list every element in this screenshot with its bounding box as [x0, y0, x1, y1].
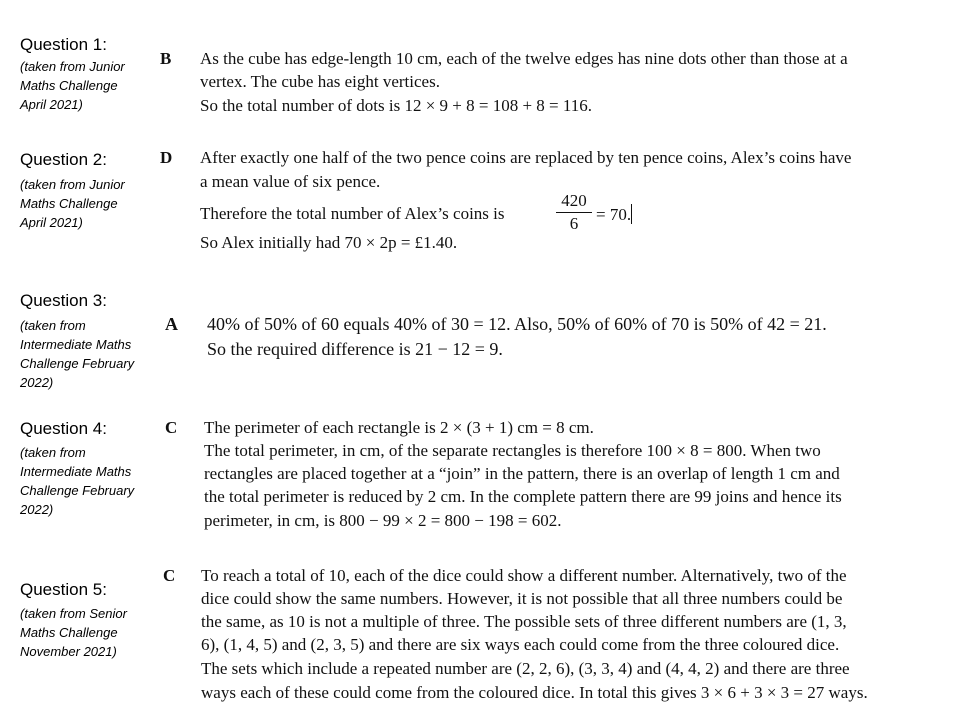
question-3-answer: A: [165, 314, 178, 334]
question-3-title: Question 3:: [20, 291, 107, 310]
question-5-source: (taken from Senior Maths Challenge November 2021): [20, 606, 127, 659]
fraction-denominator: 6: [569, 214, 579, 233]
question-3-line: 40% of 50% of 60 equals 40% of 30 = 12. Also, 50% of 60% of 70 is 50% of 42 = 21.: [207, 314, 827, 334]
fraction-result-text: = 70.: [596, 205, 632, 224]
question-4-source: (taken from Intermediate Maths Challenge February 2022): [20, 445, 135, 517]
text-cursor: [631, 204, 632, 224]
question-5-line: the same, as 10 is not a multiple of three. The possible sets of three different numbers are (1, 3,: [201, 612, 847, 631]
question-2-line: So Alex initially had 70 × 2p = £1.40.: [200, 233, 458, 252]
question-2-line: a mean value of six pence.: [200, 172, 381, 191]
question-1-line: As the cube has edge-length 10 cm, each of the twelve edges has nine dots other than those at a: [200, 49, 848, 68]
question-5-line: dice could show the same numbers. However, it is not possible that all three numbers could be: [201, 589, 843, 608]
fraction: [556, 191, 592, 234]
question-4-line: The perimeter of each rectangle is 2 × (3 + 1) cm = 8 cm.: [204, 418, 594, 437]
question-2-title: Question 2:: [20, 150, 107, 169]
question-3-line: So the required difference is 21 − 12 = 9.: [207, 339, 503, 359]
question-4-line: The total perimeter, in cm, of the separate rectangles is therefore 100 × 8 = 800. When two: [204, 441, 821, 460]
fraction-numerator: 420: [561, 191, 587, 210]
question-5-line: 6), (1, 4, 5) and (2, 3, 5) and there are six ways each could come from the three coloured dice.: [201, 635, 840, 654]
question-5-title: Question 5:: [20, 580, 107, 599]
question-5-line: ways each of these could come from the coloured dice. In total this gives 3 × 6 + 3 × 3 = 27 ways.: [201, 683, 868, 702]
question-4-line: rectangles are placed together at a “join” in the pattern, there is an overlap of length 1 cm and: [204, 464, 840, 483]
question-1-line: So the total number of dots is 12 × 9 + 8 = 108 + 8 = 116.: [200, 96, 593, 115]
question-2-answer: D: [160, 148, 173, 167]
question-4-title: Question 4:: [20, 419, 107, 438]
question-1-source: (taken from Junior Maths Challenge April 2021): [20, 59, 125, 112]
question-2-line: Therefore the total number of Alex’s coins is: [200, 204, 505, 223]
question-4-answer: C: [165, 418, 178, 437]
question-4-line: perimeter, in cm, is 800 − 99 × 2 = 800 − 198 = 602.: [204, 511, 562, 530]
question-5-answer: C: [163, 566, 176, 585]
question-4-line: the total perimeter is reduced by 2 cm. In the complete pattern there are 99 joins and hence its: [204, 487, 842, 506]
question-3-source: (taken from Intermediate Maths Challenge February 2022): [20, 318, 135, 390]
fraction-result: [596, 204, 632, 225]
question-5-line: The sets which include a repeated number are (2, 2, 6), (3, 3, 4) and (4, 4, 2) and there are three: [201, 659, 850, 678]
question-1-line: vertex. The cube has eight vertices.: [200, 72, 440, 91]
question-2-line: After exactly one half of the two pence coins are replaced by ten pence coins, Alex’s coins have: [200, 148, 852, 167]
question-5-line: To reach a total of 10, each of the dice could show a different number. Alternatively, two of the: [201, 566, 847, 585]
question-1-answer: B: [160, 49, 172, 68]
question-1-title: Question 1:: [20, 35, 107, 54]
fraction-bar: [556, 212, 592, 213]
question-2-source: (taken from Junior Maths Challenge April 2021): [20, 177, 125, 230]
